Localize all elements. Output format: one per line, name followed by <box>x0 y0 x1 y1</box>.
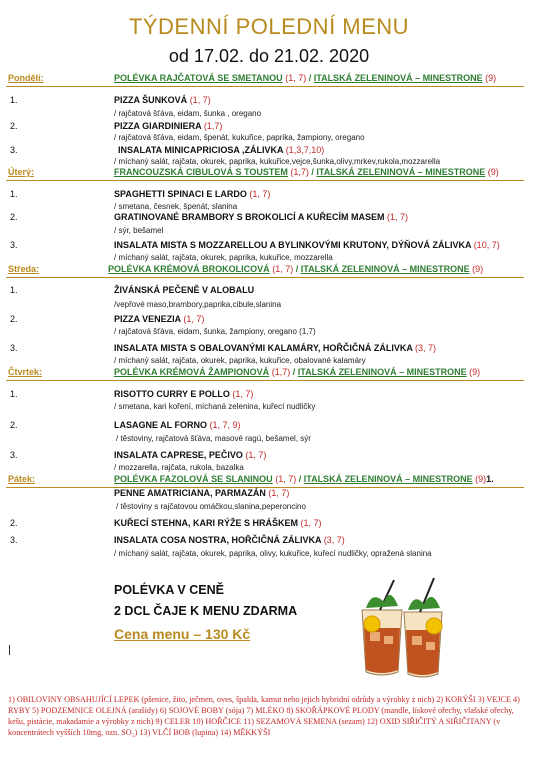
soup-name: POLÉVKA RAJČATOVÁ SE SMETANOU <box>114 73 283 83</box>
day-soups: POLÉVKA FAZOLOVÁ SE SLANINOU (1, 7) / ITALSKÁ ZELENINOVÁ – MINESTRONE (9)1. <box>114 474 494 484</box>
soup-allergens: (1, 7) <box>272 264 294 274</box>
item-number: 1. <box>10 285 18 295</box>
day-soups: POLÉVKA KRÉMOVÁ ŽAMPIONOVÁ (1,7) / ITALSKÁ ZELENINOVÁ – MINESTRONE (9) <box>114 367 481 377</box>
soup-allergens: (1,7) <box>290 167 309 177</box>
dish-title: PENNE AMATRICIANA, PARMAZÁN <box>114 488 266 498</box>
dish-description: / míchaný salát, rajčata, okurek, paprika, kukuřice, obalované kalamáry <box>114 356 366 365</box>
dish-description: / rajčatová šťáva, eidam, špenát, kukuřice, paprika, žampiony, oregano <box>114 133 365 142</box>
dish-allergens: (3, 7) <box>323 535 345 545</box>
menu-date-range: od 17.02. do 21.02. 2020 <box>168 46 370 66</box>
item-number: 3. <box>10 535 18 545</box>
dish-description: / míchaný salát, rajčata, okurek, paprika, kukuřice, mozzarella <box>114 253 333 262</box>
allergen-legend: 1) OBILOVINY OBSAHUJÍCÍ LEPEK (pšenice, žito, ječmen, oves, špalda, kamut nebo jejich hybridní odrůdy a výrobky z nich) 2) KORÝŠI 3) VEJCE 4) RYBY 5) PODZEMNICE OLEJNÁ (arašídy) 6) SOJOVÉ BOBY (sója) 7) MLÉKO 8) SKOŘÁPKOVÉ PLODY (mandle, lískové ořechy, vlašské ořechy, kešu, pistácie, makadamie a výrobky z nich) 9) CELER 10) HOŘČICE 11) SEZAMOVÁ SEMENA (sezam) 12) OXID SIŘIČITÝ A SIŘIČITANY (v koncentrátech vyšších 10mg, ozn. SO₂) 13) VLČÍ BOB (lupina) 14) MĚKKÝŠI <box>8 695 520 737</box>
dish-allergens: (1, 7) <box>183 314 205 324</box>
item-number: 3. <box>10 240 18 250</box>
item-number: 3. <box>10 450 18 460</box>
dish-name <box>114 488 289 498</box>
menu-title: TÝDENNÍ POLEDNÍ MENU <box>128 14 410 39</box>
day-name: Úterý: <box>8 167 35 177</box>
day-name: Pondělí: <box>8 73 44 83</box>
dish-name <box>118 145 324 155</box>
dish-title: PIZZA GIARDINIERA <box>114 121 202 131</box>
dish-title: LASAGNE AL FORNO <box>114 420 208 430</box>
glass-left <box>362 580 402 675</box>
dish-description: / sýr, bešamel <box>114 226 164 235</box>
dish-title: ŽIVÁNSKÁ PEČENĚ V ALOBALU <box>114 285 255 295</box>
day-name: Pátek: <box>8 474 36 484</box>
dish-allergens: (1, 7) <box>387 212 409 222</box>
dish-title: INSALATA MISTA S OBALOVANÝMI KALAMÁRY, HOŘČIČNÁ ZÁLIVKA <box>114 343 413 353</box>
dish-name <box>114 535 345 545</box>
day-soups: POLÉVKA RAJČATOVÁ SE SMETANOU (1, 7) / ITALSKÁ ZELENINOVÁ – MINESTRONE (9) <box>114 73 497 83</box>
soup2-name: ITALSKÁ ZELENINOVÁ – MINESTRONE <box>316 167 486 177</box>
item-number: 1. <box>10 389 18 399</box>
dish-description: / mozzarella, rajčata, rukola, bazalka <box>114 463 244 472</box>
dish-title: SPAGHETTI SPINACI E LARDO <box>114 189 247 199</box>
soup2-allergens: (9) <box>487 167 499 177</box>
soup-name: POLÉVKA FAZOLOVÁ SE SLANINOU <box>114 474 273 484</box>
day-row-wednesday <box>6 263 524 278</box>
dish-name <box>114 450 266 460</box>
text-cursor <box>9 645 10 655</box>
dish-description: / míchaný salát, rajčata, okurek, paprika, kukuřice,vejce,šunka,olivy,mrkev,rukola,mozzarella <box>114 157 441 166</box>
item-number: 3. <box>10 145 18 155</box>
soup-name: POLÉVKA KRÉMOVÁ ŽAMPIONOVÁ <box>114 367 270 377</box>
dish-description: / smetana, česnek, špenát, slanina <box>114 202 238 211</box>
dish-allergens: (1, 7) <box>249 189 271 199</box>
dish-description: / rajčatová šťáva, eidam, šunka, žampiony, oregano (1,7) <box>114 327 316 336</box>
dish-description: / rajčatová šťáva, eidam, šunka , oregano <box>114 109 262 118</box>
menu-price: Cena menu – 130 Kč <box>114 626 251 642</box>
item-number: 2. <box>10 420 18 430</box>
dish-allergens: (1, 7) <box>189 95 211 105</box>
dish-allergens: (1, 7) <box>232 389 254 399</box>
dish-title: INSALATA CAPRESE, PEČIVO <box>114 450 243 460</box>
item-number: 2. <box>10 212 18 222</box>
promo-free-tea: 2 DCL ČAJE K MENU ZDARMA <box>114 604 298 618</box>
dish-description: / smetana, kari koření, míchaná zelenina, kuřecí nudličky <box>114 402 316 411</box>
item-number: 2. <box>10 314 18 324</box>
promo-soup-included: POLÉVKA V CENĚ <box>114 583 224 597</box>
soup-allergens: (1, 7) <box>285 73 307 83</box>
item-number: 1. <box>10 189 18 199</box>
item-number: 2. <box>10 518 18 528</box>
dish-title: PIZZA VENEZIA <box>114 314 181 324</box>
dish-allergens: (3, 7) <box>415 343 437 353</box>
dish-name <box>114 420 241 430</box>
dish-name <box>114 389 253 399</box>
day-name: Čtvrtek: <box>8 367 43 377</box>
dish-name <box>114 121 222 131</box>
dish-allergens: (1, 7, 9) <box>209 420 241 430</box>
dish-title: GRATINOVANÉ BRAMBORY S BROKOLICÍ A KUŘECÍM MASEM <box>114 212 385 222</box>
soup2-allergens: (9) <box>472 264 484 274</box>
dish-allergens: (1,3,7,10) <box>285 145 325 155</box>
dish-name <box>114 212 408 222</box>
item-number: 1. <box>486 474 494 484</box>
dish-name <box>114 240 500 250</box>
iced-tea-glasses-icon <box>350 572 455 682</box>
day-name: Středa: <box>8 264 40 274</box>
dish-name <box>114 518 322 528</box>
dish-name <box>114 95 211 105</box>
dish-title: INSALATA MISTA S MOZZARELLOU A BYLINKOVÝMI KRUTONY, DÝŇOVÁ ZÁLIVKA <box>114 240 472 250</box>
dish-title: KUŘECÍ STEHNA, KARI RÝŽE S HRÁŠKEM <box>114 518 299 528</box>
dish-description: / těstoviny, rajčatová šťáva, masové ragú, bešamel, sýr <box>116 434 311 443</box>
soup-name: FRANCOUZSKÁ CIBULOVÁ S TOUSTEM <box>114 167 288 177</box>
dish-name <box>114 189 270 199</box>
soup2-name: ITALSKÁ ZELENINOVÁ – MINESTRONE <box>300 264 470 274</box>
item-number: 1. <box>10 95 18 105</box>
day-row-friday <box>6 473 524 488</box>
day-soups: FRANCOUZSKÁ CIBULOVÁ S TOUSTEM (1,7) / ITALSKÁ ZELENINOVÁ – MINESTRONE (9) <box>114 167 499 177</box>
dish-description: /vepřové maso,brambory,paprika,cibule,slanina <box>114 300 282 309</box>
dish-title: PIZZA ŠUNKOVÁ <box>114 95 188 105</box>
soup-allergens: (1,7) <box>271 367 291 377</box>
dish-title: INSALATA COSA NOSTRA, HOŘČIČNÁ ZÁLIVKA <box>114 535 322 545</box>
soup2-allergens: (9) <box>475 474 487 484</box>
soup2-allergens: (9) <box>469 367 481 377</box>
soup2-allergens: (9) <box>485 73 497 83</box>
dish-name <box>114 314 204 324</box>
soup2-name: ITALSKÁ ZELENINOVÁ – MINESTRONE <box>297 367 467 377</box>
dish-description: / míchaný salát, rajčata, okurek, paprika, olivy, kukuřice, kuřecí nudličky, opražená slanina <box>114 549 432 558</box>
dish-name <box>114 343 436 353</box>
soup2-name: ITALSKÁ ZELENINOVÁ – MINESTRONE <box>303 474 473 484</box>
dish-title: RISOTTO CURRY E POLLO <box>114 389 230 399</box>
dish-description: / těstoviny s rajčatovou omáčkou,slanina,peperoncino <box>116 502 306 511</box>
day-row-monday <box>6 72 524 87</box>
dish-allergens: (1,7) <box>203 121 223 131</box>
glass-right <box>404 578 442 677</box>
dish-allergens: (1, 7) <box>300 518 322 528</box>
soup-name: POLÉVKA KRÉMOVÁ BROKOLICOVÁ <box>108 264 270 274</box>
dish-allergens: (1, 7) <box>245 450 267 460</box>
dish-allergens: (1, 7) <box>268 488 290 498</box>
day-row-tuesday <box>6 166 524 181</box>
item-number: 3. <box>10 343 18 353</box>
item-number: 2. <box>10 121 18 131</box>
dish-name <box>114 285 254 295</box>
day-row-thursday <box>6 366 524 381</box>
dish-title: INSALATA MINICAPRICIOSA ,ZÁLIVKA <box>118 145 284 155</box>
day-soups: POLÉVKA KRÉMOVÁ BROKOLICOVÁ (1, 7) / ITALSKÁ ZELENINOVÁ – MINESTRONE (9) <box>108 264 484 274</box>
soup2-name: ITALSKÁ ZELENINOVÁ – MINESTRONE <box>313 73 483 83</box>
dish-allergens: (10, 7) <box>473 240 500 250</box>
soup-allergens: (1, 7) <box>275 474 297 484</box>
